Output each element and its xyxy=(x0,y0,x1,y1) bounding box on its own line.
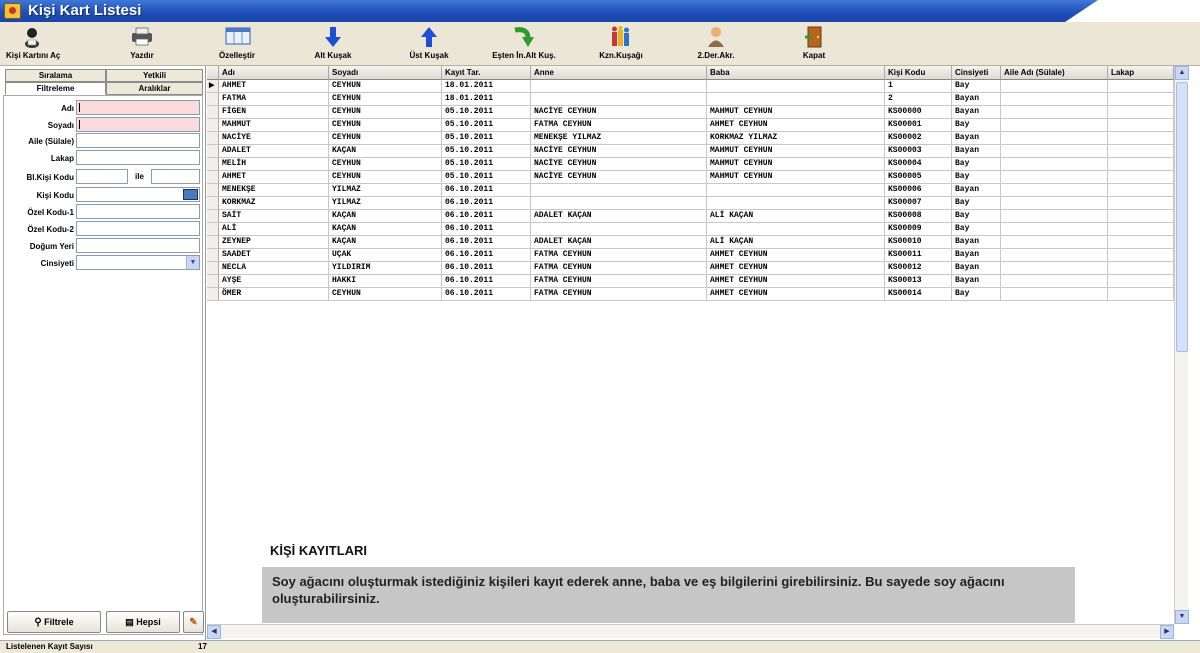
col-anne-header[interactable]: Anne xyxy=(531,66,707,80)
row-indicator[interactable] xyxy=(207,249,219,262)
range-ile-label: ile xyxy=(135,172,144,181)
col-anne-cell[interactable] xyxy=(531,80,707,93)
cinsiyeti-label: Cinsiyeti xyxy=(40,259,74,268)
close-button[interactable] xyxy=(794,24,834,64)
col-baba-cell[interactable]: KORKMAZ YILMAZ xyxy=(707,132,885,145)
col-kayit-tar-cell[interactable]: 18.01.2011 xyxy=(442,80,531,93)
col-lakap-cell[interactable] xyxy=(1108,132,1174,145)
soyadi-input[interactable] xyxy=(76,117,200,132)
filter-row-soyadi xyxy=(4,118,74,134)
info-caption xyxy=(262,539,1075,627)
ozel1-input[interactable] xyxy=(76,204,200,219)
col-baba-cell[interactable]: ALİ KAÇAN xyxy=(707,236,885,249)
col-kisi-kodu-cell[interactable]: KS00001 xyxy=(885,119,952,132)
row-indicator[interactable] xyxy=(207,223,219,236)
table-row[interactable] xyxy=(207,236,1174,249)
close-label: Kapat xyxy=(802,51,826,60)
col-soyadi-cell[interactable]: CEYHUN xyxy=(329,158,442,171)
col-aile-adi-cell[interactable] xyxy=(1001,158,1108,171)
col-kayit-tar-cell[interactable]: 06.10.2011 xyxy=(442,236,531,249)
col-lakap-cell[interactable] xyxy=(1108,106,1174,119)
col-anne-cell[interactable]: NACİYE CEYHUN xyxy=(531,106,707,119)
col-soyadi-header[interactable]: Soyadı xyxy=(329,66,442,80)
table-row[interactable] xyxy=(207,171,1174,184)
col-baba-cell[interactable]: AHMET CEYHUN xyxy=(707,275,885,288)
col-baba-cell[interactable]: AHMET CEYHUN xyxy=(707,119,885,132)
eraser-icon: ✎ xyxy=(189,617,198,628)
col-cinsiyeti-cell[interactable]: Bay xyxy=(952,223,1001,236)
col-anne-cell[interactable]: FATMA CEYHUN xyxy=(531,249,707,262)
dogum-yeri-label: Doğum Yeri xyxy=(29,242,74,251)
col-kayit-tar-cell[interactable]: 05.10.2011 xyxy=(442,158,531,171)
window-title: Kişi Kart Listesi xyxy=(28,2,142,19)
col-lakap-cell[interactable] xyxy=(1108,119,1174,132)
col-baba-cell[interactable]: AHMET CEYHUN xyxy=(707,262,885,275)
row-indicator[interactable] xyxy=(207,106,219,119)
kisi-kodu-label: Kişi Kodu xyxy=(36,191,74,200)
chevron-down-icon[interactable]: ▼ xyxy=(186,256,199,269)
spouse-lower-generation-label: Eşten İn.Alt Kuş. xyxy=(492,51,556,60)
col-lakap-cell[interactable] xyxy=(1108,171,1174,184)
col-anne-cell[interactable]: ADALET KAÇAN xyxy=(531,236,707,249)
col-adi-cell[interactable]: MAHMUT xyxy=(219,119,329,132)
col-soyadi-cell[interactable]: KAÇAN xyxy=(329,223,442,236)
col-adi-cell[interactable]: SAADET xyxy=(219,249,329,262)
app-icon xyxy=(4,3,21,19)
col-anne-cell[interactable]: FATMA CEYHUN xyxy=(531,119,707,132)
row-indicator[interactable] xyxy=(207,93,219,106)
col-kisi-kodu-cell[interactable]: 1 xyxy=(885,80,952,93)
col-aile-adi-cell[interactable] xyxy=(1001,145,1108,158)
table-row[interactable] xyxy=(207,93,1174,106)
col-cinsiyeti-cell[interactable]: Bay xyxy=(952,119,1001,132)
col-aile-adi-cell[interactable] xyxy=(1001,249,1108,262)
scroll-right-icon[interactable]: ▶ xyxy=(1160,625,1174,639)
filter-icon: ⚲ xyxy=(34,617,42,628)
col-anne-cell[interactable]: NACİYE CEYHUN xyxy=(531,158,707,171)
table-row[interactable] xyxy=(207,106,1174,119)
row-indicator[interactable] xyxy=(207,262,219,275)
filter-button-label: Filtrele xyxy=(44,617,74,627)
row-indicator[interactable] xyxy=(207,210,219,223)
second-degree-relatives-button[interactable] xyxy=(688,24,744,64)
row-indicator[interactable] xyxy=(207,288,219,301)
col-kisi-kodu-cell[interactable]: KS00010 xyxy=(885,236,952,249)
col-aile-adi-cell[interactable] xyxy=(1001,132,1108,145)
col-baba-cell[interactable]: AHMET CEYHUN xyxy=(707,288,885,301)
table-row[interactable] xyxy=(207,80,1174,93)
col-kayit-tar-cell[interactable]: 06.10.2011 xyxy=(442,288,531,301)
col-aile-adi-cell[interactable] xyxy=(1001,184,1108,197)
row-indicator[interactable] xyxy=(207,275,219,288)
col-aile-adi-cell[interactable] xyxy=(1001,236,1108,249)
row-indicator[interactable] xyxy=(207,132,219,145)
col-cinsiyeti-cell[interactable]: Bayan xyxy=(952,262,1001,275)
table-row[interactable] xyxy=(207,184,1174,197)
exit-door-icon xyxy=(802,26,826,48)
col-aile-adi-cell[interactable] xyxy=(1001,210,1108,223)
col-anne-cell[interactable]: NACİYE CEYHUN xyxy=(531,145,707,158)
clear-filter-button[interactable] xyxy=(183,611,204,633)
col-kayit-tar-cell[interactable]: 05.10.2011 xyxy=(442,106,531,119)
col-soyadi-cell[interactable]: UÇAK xyxy=(329,249,442,262)
kisi-kodu-input[interactable] xyxy=(76,187,200,202)
col-baba-cell[interactable]: MAHMUT CEYHUN xyxy=(707,106,885,119)
col-soyadi-cell[interactable]: YILDIRIM xyxy=(329,262,442,275)
col-lakap-cell[interactable] xyxy=(1108,197,1174,210)
table-row[interactable] xyxy=(207,210,1174,223)
upper-generation-button[interactable] xyxy=(400,24,458,64)
filter-panel xyxy=(0,66,206,640)
col-anne-cell[interactable] xyxy=(531,184,707,197)
filter-row-kisi-kodu xyxy=(4,188,74,204)
col-kisi-kodu-cell[interactable]: KS00013 xyxy=(885,275,952,288)
col-baba-cell[interactable] xyxy=(707,93,885,106)
customize-label: Özelleştir xyxy=(218,51,255,60)
col-lakap-cell[interactable] xyxy=(1108,223,1174,236)
col-kayit-tar-cell[interactable]: 06.10.2011 xyxy=(442,249,531,262)
col-baba-cell[interactable] xyxy=(707,184,885,197)
col-soyadi-cell[interactable]: KAÇAN xyxy=(329,145,442,158)
row-indicator[interactable] xyxy=(207,236,219,249)
col-cinsiyeti-cell[interactable]: Bay xyxy=(952,197,1001,210)
col-adi-cell[interactable]: ADALET xyxy=(219,145,329,158)
record-count-value: 17 xyxy=(198,642,207,651)
col-aile-adi-cell[interactable] xyxy=(1001,223,1108,236)
col-aile-adi-cell[interactable] xyxy=(1001,119,1108,132)
row-indicator[interactable] xyxy=(207,158,219,171)
ozel2-label: Özel Kodu-2 xyxy=(27,225,74,234)
col-kisi-kodu-cell[interactable]: KS00003 xyxy=(885,145,952,158)
bl-kisi-kodu-from-input[interactable] xyxy=(76,169,128,184)
ozel1-label: Özel Kodu-1 xyxy=(27,208,74,217)
col-adi-cell[interactable]: AHMET xyxy=(219,80,329,93)
col-lakap-cell[interactable] xyxy=(1108,275,1174,288)
filter-button[interactable] xyxy=(7,611,101,633)
arrow-up-icon xyxy=(417,26,441,48)
filter-row-adi xyxy=(4,101,74,117)
col-baba-cell[interactable]: MAHMUT CEYHUN xyxy=(707,171,885,184)
filter-row-cinsiyeti xyxy=(4,256,74,272)
col-adi-cell[interactable]: NECLA xyxy=(219,262,329,275)
col-soyadi-cell[interactable]: CEYHUN xyxy=(329,80,442,93)
tab-siralama[interactable]: Sıralama xyxy=(5,69,106,82)
col-aile-adi-cell[interactable] xyxy=(1001,106,1108,119)
col-kisi-kodu-cell[interactable]: KS00009 xyxy=(885,223,952,236)
col-anne-cell[interactable]: ADALET KAÇAN xyxy=(531,210,707,223)
col-kisi-kodu-cell[interactable]: KS00005 xyxy=(885,171,952,184)
lookup-icon[interactable] xyxy=(183,189,198,200)
customize-grid-icon xyxy=(225,26,249,48)
open-person-card-label: Kişi Kartını Aç xyxy=(6,51,61,60)
col-anne-cell[interactable]: NACİYE CEYHUN xyxy=(531,171,707,184)
col-cinsiyeti-cell[interactable]: Bayan xyxy=(952,132,1001,145)
table-row[interactable] xyxy=(207,145,1174,158)
col-anne-cell[interactable] xyxy=(531,223,707,236)
col-soyadi-cell[interactable]: CEYHUN xyxy=(329,93,442,106)
col-cinsiyeti-cell[interactable]: Bay xyxy=(952,210,1001,223)
col-kayit-tar-cell[interactable]: 06.10.2011 xyxy=(442,184,531,197)
row-indicator[interactable] xyxy=(207,197,219,210)
ozel2-input[interactable] xyxy=(76,221,200,236)
customize-button[interactable] xyxy=(212,24,262,64)
table-row[interactable] xyxy=(207,119,1174,132)
col-lakap-cell[interactable] xyxy=(1108,158,1174,171)
col-soyadi-cell[interactable]: CEYHUN xyxy=(329,171,442,184)
col-kayit-tar-header[interactable]: Kayıt Tar. xyxy=(442,66,531,80)
col-aile-adi-cell[interactable] xyxy=(1001,197,1108,210)
col-lakap-cell[interactable] xyxy=(1108,93,1174,106)
col-soyadi-cell[interactable]: CEYHUN xyxy=(329,119,442,132)
scroll-left-icon[interactable]: ◀ xyxy=(207,625,221,639)
col-kayit-tar-cell[interactable]: 05.10.2011 xyxy=(442,145,531,158)
col-cinsiyeti-cell[interactable]: Bay xyxy=(952,158,1001,171)
col-adi-cell[interactable]: ZEYNEP xyxy=(219,236,329,249)
spouse-lower-generation-button[interactable] xyxy=(476,24,572,64)
col-aile-adi-cell[interactable] xyxy=(1001,93,1108,106)
printer-icon xyxy=(130,26,154,48)
col-cinsiyeti-cell[interactable]: Bayan xyxy=(952,236,1001,249)
record-count-label: Listelenen Kayıt Sayısı xyxy=(6,642,93,651)
col-kisi-kodu-cell[interactable]: KS00000 xyxy=(885,106,952,119)
toolbar xyxy=(0,22,1200,66)
title-bar xyxy=(0,0,1200,22)
col-kisi-kodu-cell[interactable]: KS00011 xyxy=(885,249,952,262)
col-adi-cell[interactable]: AHMET xyxy=(219,171,329,184)
col-kisi-kodu-cell[interactable]: KS00006 xyxy=(885,184,952,197)
status-bar xyxy=(0,640,1200,653)
col-kayit-tar-cell[interactable]: 05.10.2011 xyxy=(442,171,531,184)
col-lakap-cell[interactable] xyxy=(1108,184,1174,197)
col-cinsiyeti-cell[interactable]: Bayan xyxy=(952,145,1001,158)
scroll-up-icon[interactable]: ▲ xyxy=(1175,66,1189,80)
col-cinsiyeti-header[interactable]: Cinsiyeti xyxy=(952,66,1001,80)
col-aile-adi-cell[interactable] xyxy=(1001,171,1108,184)
filter-buttons xyxy=(4,611,204,635)
col-kayit-tar-cell[interactable]: 05.10.2011 xyxy=(442,119,531,132)
caption-title: KİŞİ KAYITLARI xyxy=(270,543,368,558)
lower-generation-button[interactable] xyxy=(306,24,360,64)
col-adi-cell[interactable]: KORKMAZ xyxy=(219,197,329,210)
col-baba-cell[interactable]: AHMET CEYHUN xyxy=(707,249,885,262)
col-kisi-kodu-header[interactable]: Kişi Kodu xyxy=(885,66,952,80)
table-row[interactable] xyxy=(207,197,1174,210)
col-lakap-cell[interactable] xyxy=(1108,145,1174,158)
row-indicator[interactable] xyxy=(207,184,219,197)
col-kayit-tar-cell[interactable]: 06.10.2011 xyxy=(442,210,531,223)
second-degree-relatives-label: 2.Der.Akr. xyxy=(697,51,735,60)
col-anne-cell[interactable]: FATMA CEYHUN xyxy=(531,262,707,275)
lakap-label: Lakap xyxy=(50,154,74,163)
aile-label: Aile (Sülale) xyxy=(28,137,74,146)
filter-fields xyxy=(3,95,203,635)
lower-generation-label: Alt Kuşak xyxy=(314,51,352,60)
col-adi-cell[interactable]: NACİYE xyxy=(219,132,329,145)
family-icon xyxy=(609,26,633,48)
vertical-scrollbar[interactable] xyxy=(1174,66,1188,624)
col-lakap-cell[interactable] xyxy=(1108,249,1174,262)
col-kisi-kodu-cell[interactable]: KS00002 xyxy=(885,132,952,145)
col-adi-cell[interactable]: MENEKŞE xyxy=(219,184,329,197)
bl-kisi-kodu-to-input[interactable] xyxy=(151,169,200,184)
arrow-down-icon xyxy=(321,26,345,48)
caption-box xyxy=(262,567,1075,623)
col-anne-cell[interactable]: FATMA CEYHUN xyxy=(531,288,707,301)
grid-corner-header xyxy=(207,66,219,80)
table-row[interactable] xyxy=(207,275,1174,288)
dogum-yeri-input[interactable] xyxy=(76,238,200,253)
filter-row-ozel2 xyxy=(4,222,74,238)
table-row[interactable] xyxy=(207,132,1174,145)
col-aile-adi-cell[interactable] xyxy=(1001,275,1108,288)
table-row[interactable] xyxy=(207,158,1174,171)
tab-araliklar[interactable]: Aralıklar xyxy=(106,82,203,95)
vertical-scroll-thumb[interactable] xyxy=(1176,82,1188,352)
col-kayit-tar-cell[interactable]: 06.10.2011 xyxy=(442,223,531,236)
kzn-generation-button[interactable] xyxy=(588,24,654,64)
print-label: Yazdır xyxy=(130,51,154,60)
col-anne-cell[interactable]: MENEKŞE YILMAZ xyxy=(531,132,707,145)
green-arrow-icon xyxy=(512,26,536,48)
col-kisi-kodu-cell[interactable]: KS00008 xyxy=(885,210,952,223)
col-kayit-tar-cell[interactable]: 06.10.2011 xyxy=(442,197,531,210)
col-kisi-kodu-cell[interactable]: KS00004 xyxy=(885,158,952,171)
current-row-indicator-icon[interactable]: ▶ xyxy=(207,80,219,93)
col-baba-cell[interactable] xyxy=(707,223,885,236)
adi-input[interactable] xyxy=(76,100,200,115)
col-cinsiyeti-cell[interactable]: Bay xyxy=(952,288,1001,301)
col-baba-cell[interactable] xyxy=(707,80,885,93)
col-lakap-header[interactable]: Lakap xyxy=(1108,66,1174,80)
filter-row-ozel1 xyxy=(4,205,74,221)
col-baba-cell[interactable] xyxy=(707,197,885,210)
col-lakap-cell[interactable] xyxy=(1108,262,1174,275)
col-aile-adi-cell[interactable] xyxy=(1001,80,1108,93)
col-anne-cell[interactable]: FATMA CEYHUN xyxy=(531,275,707,288)
col-soyadi-cell[interactable]: CEYHUN xyxy=(329,288,442,301)
filter-row-lakap xyxy=(4,151,74,167)
col-adi-cell[interactable]: FATMA xyxy=(219,93,329,106)
col-kayit-tar-cell[interactable]: 05.10.2011 xyxy=(442,132,531,145)
col-lakap-cell[interactable] xyxy=(1108,236,1174,249)
col-kisi-kodu-cell[interactable]: KS00007 xyxy=(885,197,952,210)
col-lakap-cell[interactable] xyxy=(1108,80,1174,93)
col-kisi-kodu-cell[interactable]: 2 xyxy=(885,93,952,106)
tab-yetkili[interactable]: Yetkili xyxy=(106,69,203,82)
table-row[interactable] xyxy=(207,223,1174,236)
col-aile-adi-cell[interactable] xyxy=(1001,288,1108,301)
col-soyadi-cell[interactable]: YILMAZ xyxy=(329,197,442,210)
col-aile-adi-cell[interactable] xyxy=(1001,262,1108,275)
col-baba-cell[interactable]: ALİ KAÇAN xyxy=(707,210,885,223)
table-row[interactable] xyxy=(207,249,1174,262)
col-cinsiyeti-cell[interactable]: Bayan xyxy=(952,93,1001,106)
print-button[interactable] xyxy=(120,24,164,64)
col-kayit-tar-cell[interactable]: 18.01.2011 xyxy=(442,93,531,106)
col-lakap-cell[interactable] xyxy=(1108,288,1174,301)
col-adi-cell[interactable]: AYŞE xyxy=(219,275,329,288)
col-adi-cell[interactable]: ALİ xyxy=(219,223,329,236)
col-baba-header[interactable]: Baba xyxy=(707,66,885,80)
show-all-button[interactable] xyxy=(106,611,180,633)
row-indicator[interactable] xyxy=(207,171,219,184)
scroll-down-icon[interactable]: ▼ xyxy=(1175,610,1189,624)
col-lakap-cell[interactable] xyxy=(1108,210,1174,223)
col-soyadi-cell[interactable]: KAÇAN xyxy=(329,210,442,223)
col-kayit-tar-cell[interactable]: 06.10.2011 xyxy=(442,275,531,288)
table-row[interactable] xyxy=(207,262,1174,275)
table-row[interactable] xyxy=(207,288,1174,301)
col-soyadi-cell[interactable]: CEYHUN xyxy=(329,132,442,145)
cinsiyeti-select[interactable] xyxy=(76,255,200,270)
title-bar-band xyxy=(0,0,1098,22)
col-adi-cell[interactable]: SAİT xyxy=(219,210,329,223)
col-kisi-kodu-cell[interactable]: KS00012 xyxy=(885,262,952,275)
open-person-card-button[interactable] xyxy=(6,24,61,64)
col-cinsiyeti-cell[interactable]: Bayan xyxy=(952,249,1001,262)
col-soyadi-cell[interactable]: YILMAZ xyxy=(329,184,442,197)
caption-text: Soy ağacını oluşturmak istediğiniz kişileri kayıt ederek anne, baba ve eş bilgilerini girebilirsiniz. Bu sayede soy ağacını oluşturabilirsiniz. xyxy=(272,574,1005,606)
col-baba-cell[interactable]: MAHMUT CEYHUN xyxy=(707,158,885,171)
col-anne-cell[interactable] xyxy=(531,197,707,210)
filter-tabs xyxy=(5,69,203,97)
col-aile-adi-header[interactable]: Aile Adı (Sülale) xyxy=(1001,66,1108,80)
upper-generation-label: Üst Kuşak xyxy=(409,51,449,60)
col-soyadi-cell[interactable]: CEYHUN xyxy=(329,106,442,119)
soyadi-label: Soyadı xyxy=(47,121,74,130)
col-cinsiyeti-cell[interactable]: Bayan xyxy=(952,184,1001,197)
filter-row-dogum-yeri xyxy=(4,239,74,255)
kzn-generation-label: Kzn.Kuşağı xyxy=(599,51,643,60)
col-cinsiyeti-cell[interactable]: Bayan xyxy=(952,275,1001,288)
col-soyadi-cell[interactable]: HAKKI xyxy=(329,275,442,288)
bl-kisi-kodu-label: Bl.Kişi Kodu xyxy=(26,173,74,182)
lakap-input[interactable] xyxy=(76,150,200,165)
col-adi-cell[interactable]: FİGEN xyxy=(219,106,329,119)
col-cinsiyeti-cell[interactable]: Bay xyxy=(952,80,1001,93)
col-cinsiyeti-cell[interactable]: Bay xyxy=(952,171,1001,184)
col-adi-cell[interactable]: MELİH xyxy=(219,158,329,171)
row-indicator[interactable] xyxy=(207,145,219,158)
col-soyadi-cell[interactable]: KAÇAN xyxy=(329,236,442,249)
row-indicator[interactable] xyxy=(207,119,219,132)
show-all-button-label: Hepsi xyxy=(136,617,161,627)
col-anne-cell[interactable] xyxy=(531,93,707,106)
col-adi-header[interactable]: Adı xyxy=(219,66,329,80)
person-card-icon xyxy=(20,26,44,48)
aile-input[interactable] xyxy=(76,133,200,148)
filter-row-bl-kisi-kodu xyxy=(4,170,74,186)
col-kisi-kodu-cell[interactable]: KS00014 xyxy=(885,288,952,301)
filter-row-aile xyxy=(4,134,74,150)
relative-person-icon xyxy=(704,26,728,48)
adi-label: Adı xyxy=(61,104,74,113)
tab-filtreleme[interactable]: Filtreleme xyxy=(5,82,106,95)
col-baba-cell[interactable]: MAHMUT CEYHUN xyxy=(707,145,885,158)
col-cinsiyeti-cell[interactable]: Bayan xyxy=(952,106,1001,119)
col-adi-cell[interactable]: ÖMER xyxy=(219,288,329,301)
col-kayit-tar-cell[interactable]: 06.10.2011 xyxy=(442,262,531,275)
list-icon: ▤ xyxy=(125,617,134,627)
